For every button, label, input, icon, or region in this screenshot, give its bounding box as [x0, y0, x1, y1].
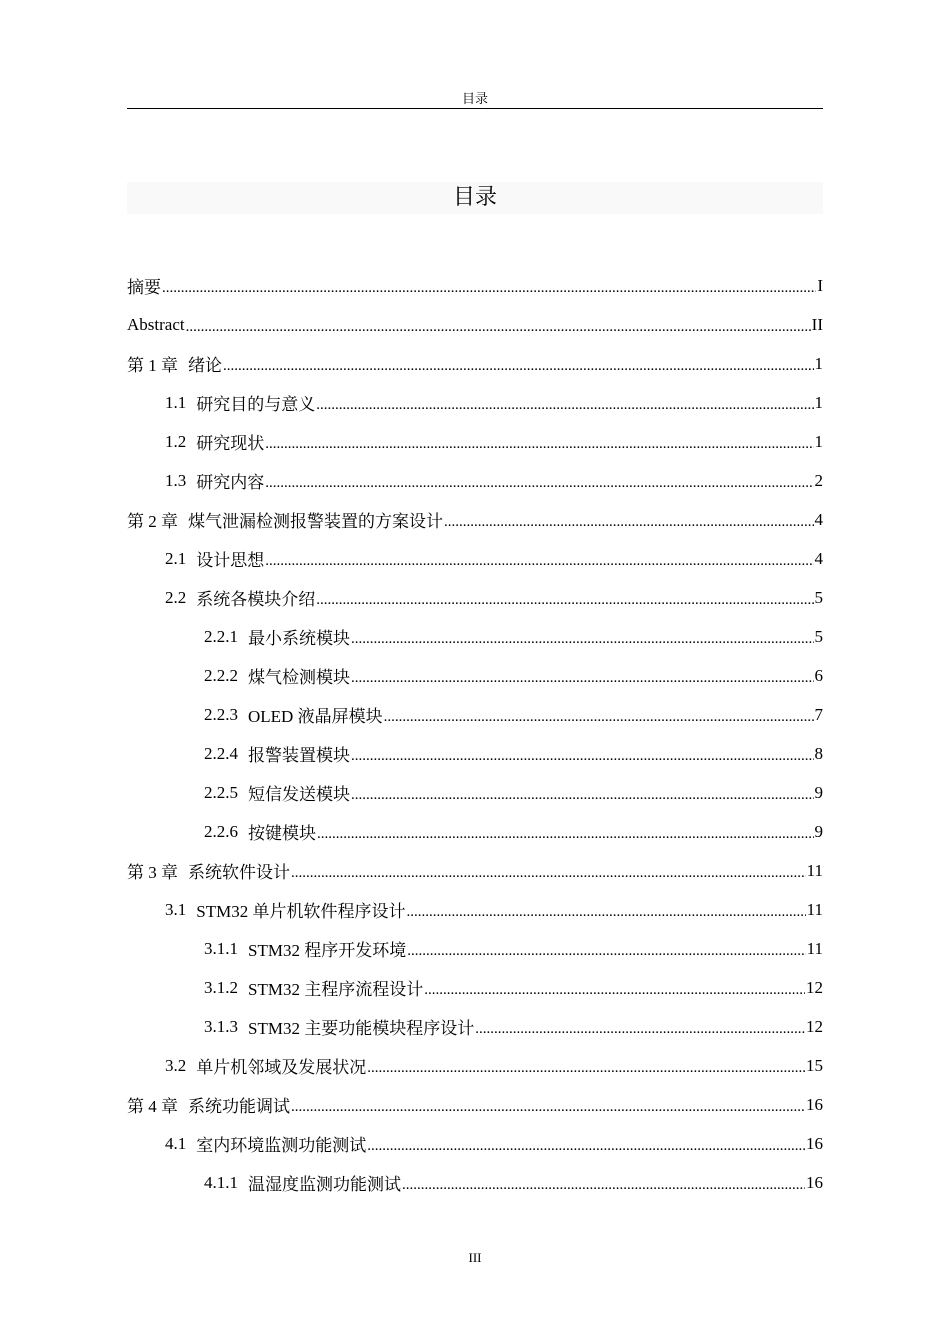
toc-entry-page: 4	[814, 509, 823, 529]
toc-entry-number: 第 3 章	[127, 863, 178, 882]
toc-entry-number: 3.1.3	[204, 1016, 238, 1036]
toc-entry-page: 5	[814, 587, 823, 607]
toc-entry-number: 第 1 章	[127, 356, 178, 375]
toc-entry-label: 煤气泄漏检测报警装置的方案设计	[188, 512, 443, 531]
toc-entry-number: 2.2.3	[204, 704, 238, 724]
table-of-contents	[127, 266, 823, 1202]
toc-entry[interactable]	[127, 500, 823, 539]
toc-entry-number: 3.1	[165, 899, 187, 919]
toc-entry-page: 12	[806, 1016, 823, 1036]
toc-entry-label: 系统各模块介绍	[196, 590, 316, 609]
toc-entry[interactable]	[127, 461, 823, 500]
toc-entry[interactable]	[127, 695, 823, 734]
toc-dot-leader	[424, 979, 805, 999]
toc-entry-page: 1	[814, 392, 823, 412]
toc-dot-leader	[351, 745, 814, 765]
toc-dot-leader	[384, 706, 814, 726]
toc-dot-leader	[317, 823, 814, 843]
toc-entry-label: OLED 液晶屏模块	[248, 707, 383, 726]
toc-dot-leader	[265, 472, 813, 492]
toc-dot-leader	[367, 1135, 805, 1155]
toc-dot-leader	[265, 433, 813, 453]
toc-entry[interactable]	[127, 1046, 823, 1085]
toc-entry[interactable]	[127, 1085, 823, 1124]
toc-entry[interactable]	[127, 968, 823, 1007]
toc-entry[interactable]	[127, 1163, 823, 1202]
toc-entry-page: 16	[806, 1094, 823, 1114]
toc-entry-label: STM32 主程序流程设计	[248, 980, 424, 999]
toc-entry-page: 6	[814, 665, 823, 685]
toc-entry-label: 系统功能调试	[188, 1097, 290, 1116]
toc-entry-number: 第 4 章	[127, 1097, 178, 1116]
toc-entry-page: 15	[806, 1055, 823, 1075]
toc-entry[interactable]	[127, 929, 823, 968]
toc-entry[interactable]	[127, 266, 823, 305]
toc-entry-number: 2.2.4	[204, 743, 238, 763]
toc-entry[interactable]	[127, 851, 823, 890]
toc-entry-label: STM32 程序开发环境	[248, 941, 407, 960]
toc-entry-page: 11	[806, 860, 823, 880]
toc-entry-number: 1.3	[165, 470, 187, 490]
toc-entry-label: 研究现状	[196, 434, 265, 453]
toc-entry-label: 研究目的与意义	[196, 395, 316, 414]
toc-entry[interactable]	[127, 383, 823, 422]
toc-dot-leader	[162, 277, 816, 297]
toc-entry-label: Abstract	[127, 314, 185, 334]
toc-entry[interactable]	[127, 578, 823, 617]
toc-entry-label: 设计思想	[196, 551, 265, 570]
toc-dot-leader	[186, 316, 811, 336]
toc-entry-number: 3.1.1	[204, 938, 238, 958]
toc-entry-page: 9	[814, 821, 823, 841]
toc-entry-number: 4.1.1	[204, 1172, 238, 1192]
toc-entry-page: 12	[806, 977, 823, 997]
toc-entry-page: 4	[814, 548, 823, 568]
toc-dot-leader	[291, 862, 806, 882]
toc-entry-number: 2.2.6	[204, 821, 238, 841]
toc-entry-label: 报警装置模块	[248, 746, 350, 765]
toc-entry-page: 7	[814, 704, 823, 724]
page-number: III	[468, 1250, 482, 1265]
toc-dot-leader	[406, 901, 805, 921]
toc-entry-label: 单片机邻域及发展状况	[196, 1058, 367, 1077]
toc-dot-leader	[223, 355, 814, 375]
toc-dot-leader	[475, 1018, 805, 1038]
toc-entry-label: STM32 单片机软件程序设计	[196, 902, 406, 921]
toc-entry-page: 9	[814, 782, 823, 802]
toc-entry-label: 室内环境监测功能测试	[196, 1136, 367, 1155]
toc-entry[interactable]	[127, 656, 823, 695]
toc-dot-leader	[444, 511, 814, 531]
toc-entry[interactable]	[127, 617, 823, 656]
toc-entry-page: 1	[814, 353, 823, 373]
toc-dot-leader	[291, 1096, 805, 1116]
toc-entry-label: 按键模块	[248, 824, 316, 843]
toc-entry-number: 2.2.1	[204, 626, 238, 646]
toc-entry-number: 3.1.2	[204, 977, 238, 997]
toc-dot-leader	[351, 628, 814, 648]
toc-dot-leader	[402, 1174, 805, 1194]
toc-dot-leader	[316, 589, 813, 609]
toc-entry-label: 短信发送模块	[248, 785, 350, 804]
toc-dot-leader	[407, 940, 805, 960]
toc-dot-leader	[367, 1057, 805, 1077]
toc-title: 目录	[127, 182, 823, 214]
toc-entry-page: I	[817, 275, 823, 295]
toc-entry-label: STM32 主要功能模块程序设计	[248, 1019, 475, 1038]
toc-entry-page: 5	[814, 626, 823, 646]
toc-entry-number: 1.1	[165, 392, 187, 412]
toc-entry-page: 8	[814, 743, 823, 763]
toc-entry-page: II	[811, 314, 823, 334]
toc-dot-leader	[316, 394, 813, 414]
toc-entry-label: 研究内容	[196, 473, 265, 492]
toc-entry-label: 最小系统模块	[248, 629, 350, 648]
page-header: 目录	[127, 90, 823, 109]
toc-entry-label: 温湿度监测功能测试	[248, 1175, 401, 1194]
toc-entry-number: 2.2.2	[204, 665, 238, 685]
toc-entry[interactable]	[127, 812, 823, 851]
toc-entry[interactable]	[127, 344, 823, 383]
toc-entry-number: 第 2 章	[127, 512, 178, 531]
toc-entry-label: 摘要	[127, 278, 161, 297]
toc-dot-leader	[265, 550, 813, 570]
toc-entry-number: 2.2.5	[204, 782, 238, 802]
toc-entry-page: 1	[814, 431, 823, 451]
toc-entry[interactable]	[127, 1007, 823, 1046]
toc-entry[interactable]	[127, 734, 823, 773]
toc-entry-number: 2.2	[165, 587, 187, 607]
toc-entry[interactable]	[127, 773, 823, 812]
toc-entry-page: 11	[806, 938, 823, 958]
toc-dot-leader	[351, 667, 814, 687]
toc-entry[interactable]	[127, 1124, 823, 1163]
toc-entry[interactable]	[127, 422, 823, 461]
toc-entry-number: 4.1	[165, 1133, 187, 1153]
toc-dot-leader	[351, 784, 814, 804]
toc-entry-page: 11	[806, 899, 823, 919]
toc-entry-number: 2.1	[165, 548, 187, 568]
toc-entry[interactable]	[127, 890, 823, 929]
toc-entry[interactable]	[127, 305, 823, 344]
toc-entry-page: 2	[814, 470, 823, 490]
toc-entry-label: 系统软件设计	[188, 863, 290, 882]
toc-entry-page: 16	[806, 1172, 823, 1192]
toc-entry-number: 3.2	[165, 1055, 187, 1075]
toc-entry-label: 煤气检测模块	[248, 668, 350, 687]
toc-entry-page: 16	[806, 1133, 823, 1153]
toc-entry-label: 绪论	[188, 356, 222, 375]
toc-entry-number: 1.2	[165, 431, 187, 451]
toc-entry[interactable]	[127, 539, 823, 578]
